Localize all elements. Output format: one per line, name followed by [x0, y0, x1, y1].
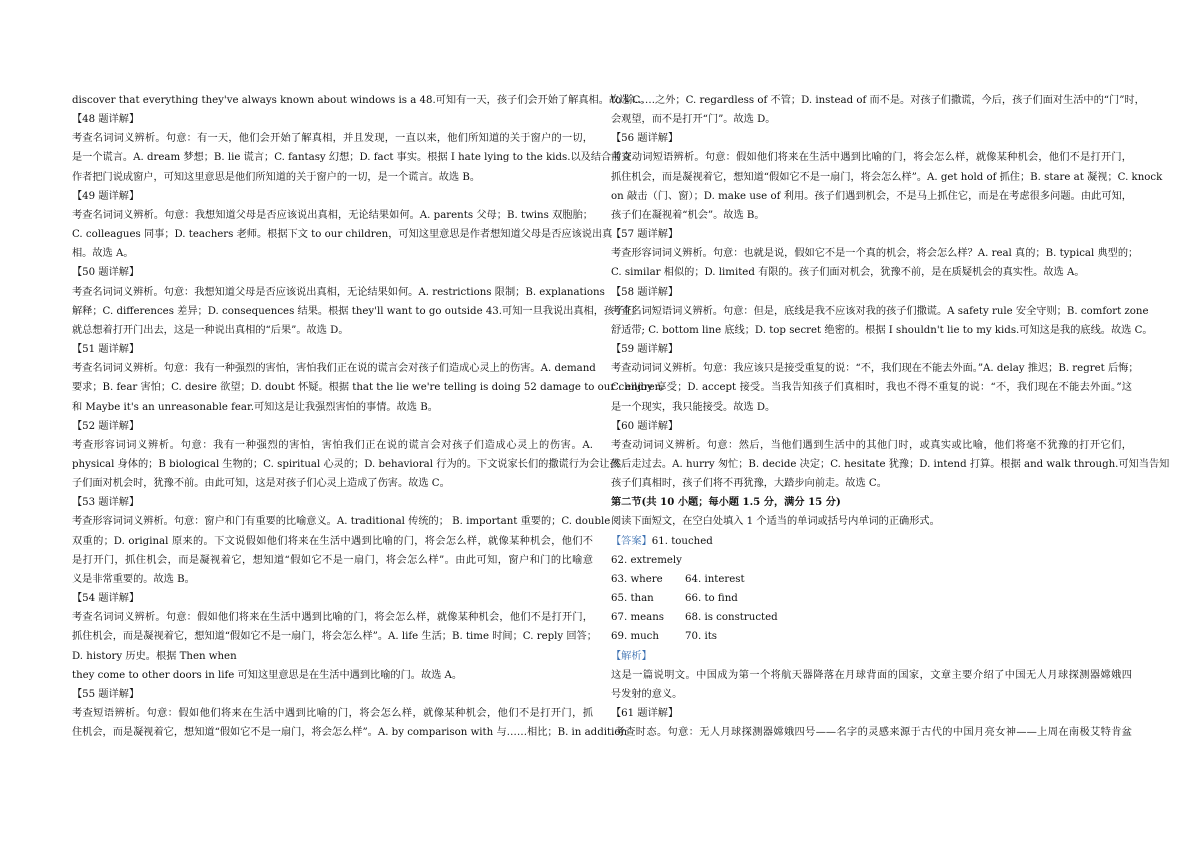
answer-value: 70. its	[685, 631, 718, 643]
question-header: 【53 题详解】	[72, 497, 140, 509]
answer-value: 67. means	[611, 612, 664, 624]
right-column	[611, 91, 1170, 742]
body-line: 作者把门说成窗户，可知这里意思是他们所知道的关于窗户的一切，是一个谎言。故选 B。	[72, 171, 481, 183]
question-header: 【51 题详解】	[72, 344, 140, 356]
body-line: C. colleagues 同事；D. teachers 老师。根据下文 to our children，可知这里意思是作者想知道父母是否应该说出真	[72, 229, 613, 241]
question-header: 【50 题详解】	[72, 267, 140, 279]
answer-pair	[611, 589, 1132, 608]
body-line: physical 身体的；B biological 生物的；C. spiritual 心灵的；D. behavioral 行为的。下文说家长们的撒谎行为会让孩	[72, 458, 620, 470]
answer-pair	[611, 570, 1132, 589]
body-line: on 敲击（门、窗）；D. make use of 利用。孩子们遇到机会，不是马上抓住它，而是在考虑很多问题。由此可知，	[611, 190, 1132, 202]
body-line: 号发射的意义。	[611, 688, 683, 700]
question-header: 【56 题详解】	[611, 133, 679, 145]
body-line: C. enjoy 享受；D. accept 接受。当我告知孩子们真相时，我也不得不重复的说：“不，我们现在不能去外面。”这	[611, 382, 1132, 394]
answer-value: 66. to find	[685, 593, 738, 605]
body-line: 然后走过去。A. hurry 匆忙；B. decide 决定；C. hesitate 犹豫；D. intend 打算。根据 and walk through.可知当告知	[611, 458, 1170, 470]
body-line: 考查名词词义辨析。句意：有一天，他们会开始了解真相，并且发现，一直以来，他们所知道的关于窗户的一切，	[72, 133, 593, 145]
body-line: 考查名词词义辨析。句意：我有一种强烈的害怕，害怕我们正在说的谎言会对孩子们造成心灵上的伤害。A. demand	[72, 363, 596, 375]
answer-tag: 【答案】	[611, 535, 652, 547]
body-line: 考查名词词义辨析。句意：我想知道父母是否应该说出真相，无论结果如何。A. parents 父母；B. twins 双胞胎；	[72, 209, 593, 221]
body-line: they come to other doors in life 可知这里意思是在生活中遇到比喻的门。故选 A。	[72, 669, 463, 681]
body-line: 阅读下面短文，在空白处填入 1 个适当的单词或括号内单词的正确形式。	[611, 516, 940, 528]
answer-value: 69. much	[611, 631, 659, 643]
body-line: 就总想着打开门出去，这是一种说出真相的“后果”。故选 D。	[72, 324, 349, 336]
body-line: 义是非常重要的。故选 B。	[72, 573, 195, 585]
body-line: 考查名词词义辨析。句意：假如他们将来在生活中遇到比喻的门，将会怎么样，就像某种机会，他们不是打开门，	[72, 612, 593, 624]
body-line: 考查名词词义辨析。句意：我想知道父母是否应该说出真相，无论结果如何。A. restrictions 限制；B. explanations	[72, 286, 605, 298]
body-line: 要求；B. fear 害怕；C. desire 欲望；D. doubt 怀疑。根据 that the lie we're telling is doing 52 damage to our children.	[72, 382, 665, 394]
body-line: 考查形容词词义辨析。句意：也就是说，假如它不是一个真的机会，将会怎么样？A. real 真的；B. typical 典型的；	[611, 248, 1139, 260]
body-line: 考查动词词义辨析。句意：然后，当他们遇到生活中的其他门时，或真实或比喻，他们将毫不犹豫的打开它们，	[611, 439, 1132, 451]
body-line: 这是一篇说明文。中国成为第一个将航天器降落在月球背面的国家，文章主要介绍了中国无人月球探测器嫦娥四	[611, 669, 1132, 681]
analysis-tag: 【解析】	[611, 650, 652, 662]
body-line: to 除……之外；C. regardless of 不管；D. instead of 而不是。对孩子们撒谎，今后，孩子们面对生活中的“门”时，	[611, 95, 1145, 106]
body-line: 抓住机会，而是凝视着它，想知道“假如它不是一扇门，将会怎么样”。A. get hold of 抓住；B. stare at 凝视；C. knock	[611, 171, 1163, 183]
body-line: 双重的；D. original 原来的。下文说假如他们将来在生活中遇到比喻的门，将会怎么样，就像某种机会，他们不	[72, 535, 593, 547]
answer-value: 61. touched	[651, 535, 713, 547]
body-line: 考查动词短语辨析。句意：假如他们将来在生活中遇到比喻的门，将会怎么样，就像某种机会，他们不是打开门，	[611, 152, 1132, 164]
question-header: 【57 题详解】	[611, 229, 679, 241]
body-line: 考查短语辨析。句意：假如他们将来在生活中遇到比喻的门，将会怎么样，就像某种机会，他们不是打开门，抓	[72, 708, 593, 719]
answer-line	[611, 532, 1132, 551]
body-line: 相。故选 A。	[72, 248, 134, 260]
body-line: 住机会，而是凝视着它，想知道“假如它不是一扇门，将会怎么样”。A. by comparison with 与……相比；B. in addition	[72, 727, 628, 739]
body-line: C. similar 相似的；D. limited 有限的。孩子们面对机会，犹豫不前，是在质疑机会的真实性。故选 A。	[611, 267, 1085, 279]
answer-value: 65. than	[611, 593, 654, 605]
question-header: 【60 题详解】	[611, 420, 679, 432]
question-header: 【58 题详解】	[611, 286, 679, 298]
section-heading: 第二节(共 10 小题；每小题 1.5 分，满分 15 分)	[611, 496, 841, 509]
answer-value: 68. is constructed	[685, 612, 778, 624]
body-line: 考查形容词词义辨析。句意：我有一种强烈的害怕，害怕我们正在说的谎言会对孩子们造成心灵上的伤害。A.	[72, 439, 593, 451]
answer-pair	[611, 608, 1132, 627]
body-line: discover that everything they've always known about windows is a 48.可知有一天，孩子们会开始了解真相。故选 C。	[72, 95, 651, 106]
body-line: 是一个现实，我只能接受。故选 D。	[611, 401, 776, 413]
body-line: 解释；C. differences 差异；D. consequences 结果。根据 they'll want to go outside 43.可知一旦我说出真相，孩子们	[72, 305, 635, 317]
body-line: 考查动词词义辨析。句意：我应该只是接受重复的说：“不，我们现在不能去外面。”A. delay 推迟；B. regret 后悔；	[611, 363, 1139, 375]
question-header: 【59 题详解】	[611, 344, 679, 356]
body-line: 孩子们在凝视着“机会”。故选 B。	[611, 209, 765, 221]
body-line: 舒适带; C. bottom line 底线；D. top secret 绝密的。根据 I shouldn't lie to my kids.可知这是我的底线。故选 C。	[611, 324, 1153, 336]
body-line: .考查时态。句意：无人月球探测器嫦娥四号——名字的灵感来源于古代的中国月亮女神——上周在南极艾特肯盆	[611, 727, 1132, 739]
answer-pair	[611, 627, 1132, 646]
answer-value: 64. interest	[685, 573, 745, 585]
question-header: 【49 题详解】	[72, 190, 140, 202]
answer-value: 63. where	[611, 573, 663, 585]
answer-line: 62. extremely	[611, 554, 682, 566]
body-line: D. history 历史。根据 Then when	[72, 650, 237, 662]
body-line: 会观望，而不是打开“门”。故选 D。	[611, 114, 776, 126]
body-line: 是一个谎言。A. dream 梦想；B. lie 谎言；C. fantasy 幻想；D. fact 事实。根据 I hate lying to the kids.以及结合前文	[72, 152, 632, 164]
body-line: 和 Maybe it's an unreasonable fear.可知这是让我强烈害怕的事情。故选 B。	[72, 401, 438, 413]
body-line: 考查形容词词义辨析。句意：窗户和门有重要的比喻意义。A. traditional 传统的； B. important 重要的；C. double	[72, 516, 611, 528]
body-line: 孩子们真相时，孩子们将不再犹豫，大踏步向前走。故选 C。	[611, 478, 887, 490]
question-header: 【52 题详解】	[72, 420, 140, 432]
body-line: 考查名词短语词义辨析。句意：但是，底线是我不应该对我的孩子们撒谎。A safety rule 安全守则；B. comfort zone	[611, 305, 1149, 317]
question-header: 【48 题详解】	[72, 114, 140, 126]
question-header: 【55 题详解】	[72, 688, 140, 700]
body-line: 抓住机会，而是凝视着它，想知道“假如它不是一扇门，将会怎么样”。A. life 生活；B. time 时间；C. reply 回答；	[72, 631, 597, 643]
body-line: 子们面对机会时，犹豫不前。由此可知，这是对孩子们心灵上造成了伤害。故选 C。	[72, 478, 450, 490]
question-header: 【61 题详解】	[611, 708, 679, 719]
question-header: 【54 题详解】	[72, 593, 140, 605]
body-line: 是打开门，抓住机会，而是凝视着它，想知道“假如它不是一扇门，将会怎么样”。由此可知，窗户和门的比喻意	[72, 554, 593, 566]
